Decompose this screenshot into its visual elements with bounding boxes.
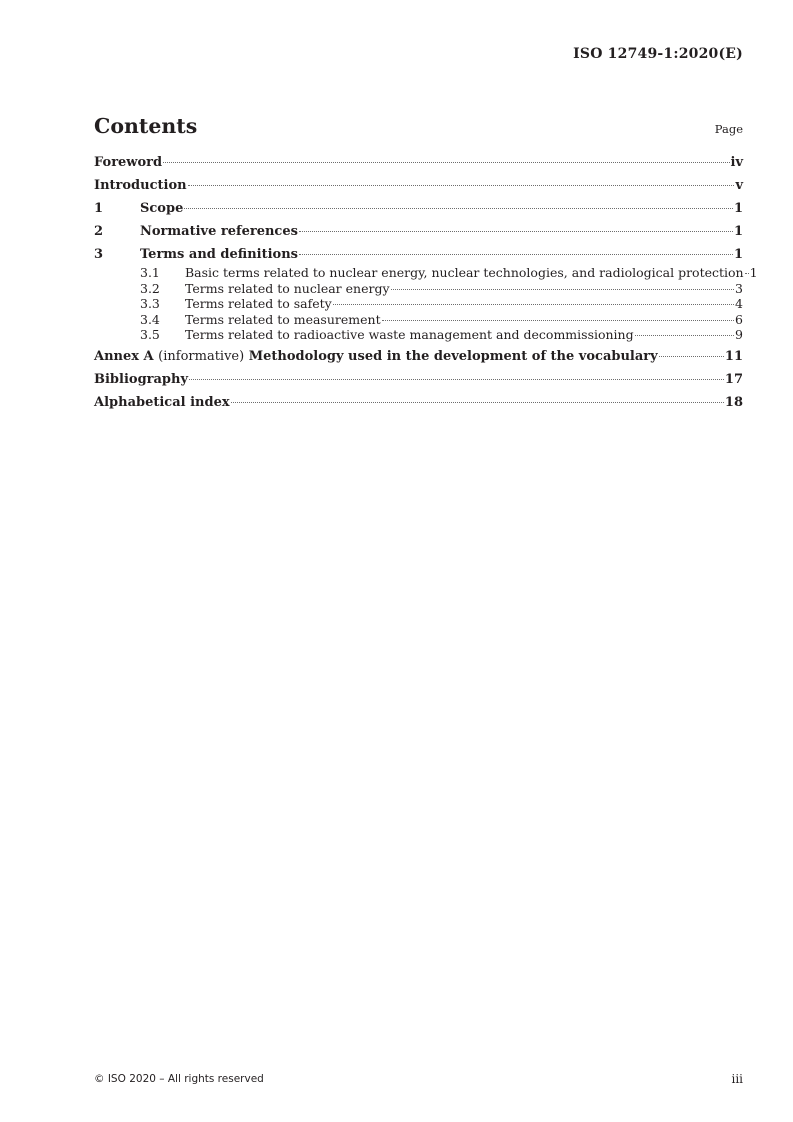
toc-entry-scope[interactable] [94, 201, 743, 217]
toc-entry-terms-and-definitions[interactable] [94, 247, 743, 263]
toc-page-number: 18 [724, 394, 743, 410]
toc-subentry-3-3[interactable] [94, 296, 743, 312]
toc-entry-introduction[interactable] [94, 178, 743, 194]
toc-page-number: 17 [724, 371, 743, 387]
toc-subentry-3-4[interactable] [94, 312, 743, 328]
toc-subentry-3-1[interactable] [94, 265, 758, 281]
toc-page-number: 3 [735, 280, 743, 296]
toc-label: Terms related to measurement [185, 311, 381, 327]
toc-label: Bibliography [94, 371, 189, 387]
toc-subclause-number: 3.1 [140, 265, 160, 280]
dot-leader [189, 379, 724, 380]
dot-leader [659, 356, 724, 357]
dot-leader [163, 162, 729, 163]
toc-annex-prefix: Annex A [94, 348, 154, 364]
toc-label: Normative references [140, 224, 298, 239]
toc-label: Methodology used in the development of the vocabulary [248, 348, 658, 364]
footer-copyright: © ISO 2020 – All rights reserved [94, 1073, 264, 1085]
toc-entry-bibliography[interactable] [94, 372, 743, 388]
toc-page-number: v [735, 178, 743, 193]
toc-page-number: 1 [749, 265, 758, 280]
dot-leader [184, 208, 733, 209]
dot-leader [391, 289, 735, 290]
toc-clause-number: 1 [94, 201, 104, 216]
toc-annex-qualifier: (informative) [158, 348, 245, 364]
toc-page-number: 1 [733, 247, 743, 262]
toc-page-number: 1 [733, 201, 743, 216]
toc-entry-alphabetical-index[interactable] [94, 395, 743, 411]
document-standard-number: ISO 12749-1:2020(E) [573, 46, 743, 62]
toc-subentry-3-5[interactable] [94, 327, 743, 343]
toc-label: Basic terms related to nuclear energy, nuclear technologies, and radiological protection [185, 265, 744, 280]
toc-page-number: 11 [724, 348, 743, 364]
toc-label: Alphabetical index [94, 394, 230, 410]
toc-label: Introduction [94, 178, 187, 193]
dot-leader [299, 254, 733, 255]
toc-subentry-3-2[interactable] [94, 281, 743, 297]
page-column-label: Page [714, 122, 743, 136]
toc-page-number: 9 [735, 327, 743, 342]
dot-leader [299, 231, 733, 232]
dot-leader [333, 304, 734, 305]
toc-subclause-number: 3.2 [140, 280, 160, 296]
toc-page-number: 1 [733, 224, 743, 239]
toc-entry-normative-references[interactable] [94, 224, 743, 240]
toc-subclause-number: 3.4 [140, 311, 160, 327]
toc-label: Scope [140, 201, 184, 216]
page-title: Contents [94, 114, 198, 138]
dot-leader [382, 320, 734, 321]
toc-page-number: 6 [735, 311, 743, 327]
toc-label: Terms related to radioactive waste management and decommissioning [185, 327, 634, 342]
toc-label: Terms related to safety [185, 296, 332, 311]
toc-clause-number: 3 [94, 247, 104, 262]
toc-clause-number: 2 [94, 224, 104, 239]
dot-leader [231, 402, 724, 403]
dot-leader [745, 273, 749, 274]
toc-page-number: 4 [735, 296, 743, 311]
contents-title-row [94, 112, 743, 138]
toc-entry-foreword[interactable] [94, 155, 743, 171]
toc-subclause-number: 3.3 [140, 296, 160, 311]
toc-label: Terms related to nuclear energy [185, 280, 390, 296]
toc-entry-annex-a[interactable] [94, 349, 743, 365]
footer-page-number: iii [731, 1072, 743, 1086]
toc-page-number: iv [730, 155, 743, 170]
toc-label: Foreword [94, 155, 163, 170]
table-of-contents [94, 155, 758, 418]
toc-subclause-number: 3.5 [140, 327, 160, 342]
toc-label: Terms and definitions [140, 247, 298, 262]
dot-leader [188, 185, 735, 186]
dot-leader [635, 335, 734, 336]
toc-subclause-list [94, 265, 758, 343]
